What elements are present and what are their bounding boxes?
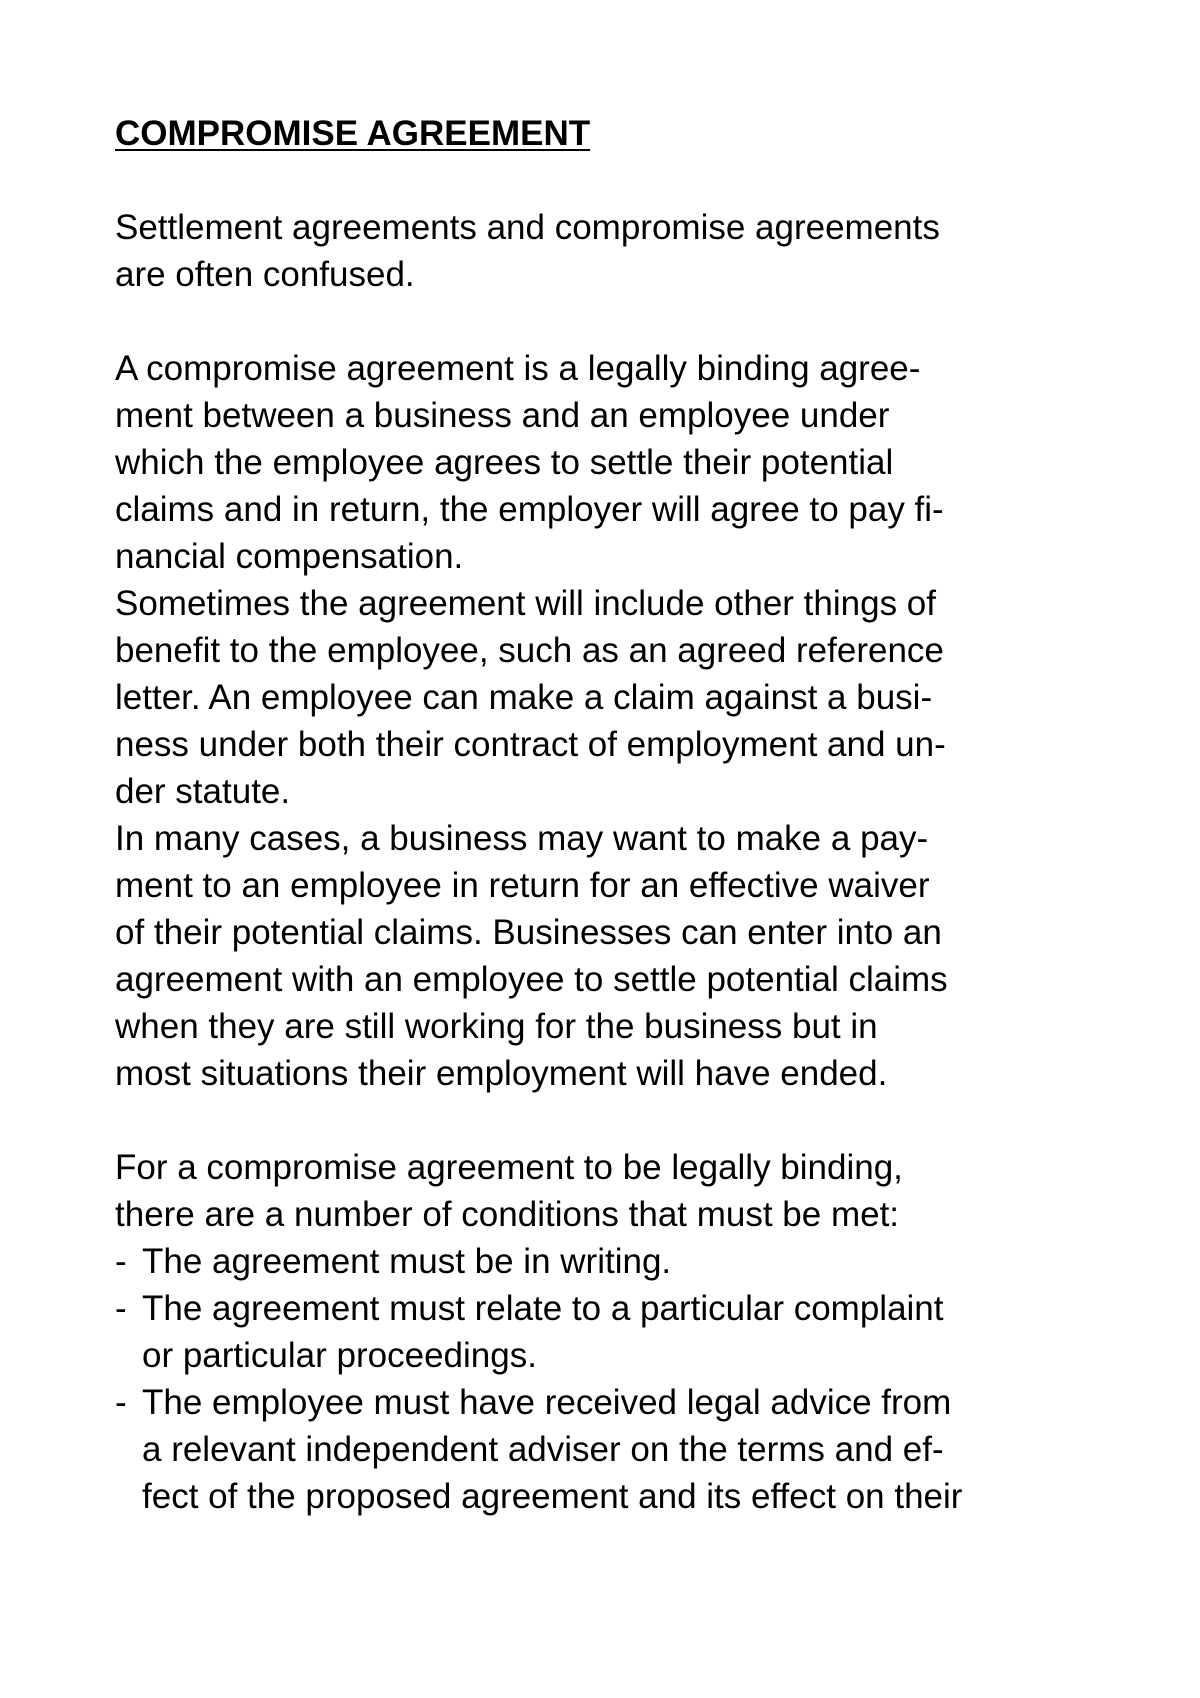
body-paragraphs	[115, 345, 1115, 1097]
text-line: Settlement agreements and compromise agreements	[115, 208, 940, 247]
list-item	[115, 1238, 1115, 1285]
list-item	[115, 1285, 1115, 1379]
text-line: A compromise agreement is a legally binding agree-	[115, 349, 921, 388]
conditions-intro	[115, 1144, 1115, 1238]
text-line: In many cases, a business may want to make a pay-	[115, 819, 929, 858]
text-line: der statute.	[115, 772, 291, 811]
list-item-text: fect of the proposed agreement and its effect on their	[142, 1477, 963, 1516]
text-line: which the employee agrees to settle their potential	[115, 443, 894, 482]
spacer	[115, 298, 1115, 345]
document-page	[115, 110, 1115, 1520]
text-line: are often confused.	[115, 255, 415, 294]
text-line: ment to an employee in return for an effective waiver	[115, 866, 930, 905]
bullet-dash: -	[115, 1289, 127, 1328]
bullet-dash: -	[115, 1242, 127, 1281]
bullet-dash: -	[115, 1383, 127, 1422]
list-item	[115, 1379, 1115, 1520]
list-item-text: a relevant independent adviser on the terms and ef-	[142, 1430, 944, 1469]
list-item-text: The employee must have received legal advice from	[142, 1383, 952, 1422]
list-item-text: or particular proceedings.	[142, 1336, 537, 1375]
text-line: ment between a business and an employee under	[115, 396, 890, 435]
list-item-text: The agreement must relate to a particular complaint	[142, 1289, 944, 1328]
text-line: when they are still working for the business but in	[115, 1007, 878, 1046]
document-title: COMPROMISE AGREEMENT	[115, 114, 591, 153]
text-line: claims and in return, the employer will agree to pay fi-	[115, 490, 944, 529]
text-line: ness under both their contract of employment and un-	[115, 725, 946, 764]
intro-paragraph	[115, 204, 1115, 298]
text-line: nancial compensation.	[115, 537, 464, 576]
text-line: agreement with an employee to settle potential claims	[115, 960, 948, 999]
text-line: letter. An employee can make a claim against a busi-	[115, 678, 933, 717]
spacer	[115, 1097, 1115, 1144]
text-line: For a compromise agreement to be legally binding,	[115, 1148, 903, 1187]
list-item-text: The agreement must be in writing.	[142, 1242, 672, 1281]
conditions-list	[115, 1238, 1115, 1520]
text-line: most situations their employment will have ended.	[115, 1054, 888, 1093]
text-line: there are a number of conditions that must be met:	[115, 1195, 900, 1234]
text-line: benefit to the employee, such as an agreed reference	[115, 631, 944, 670]
spacer	[115, 157, 1115, 204]
text-line: of their potential claims. Businesses can enter into an	[115, 913, 942, 952]
text-line: Sometimes the agreement will include other things of	[115, 584, 936, 623]
